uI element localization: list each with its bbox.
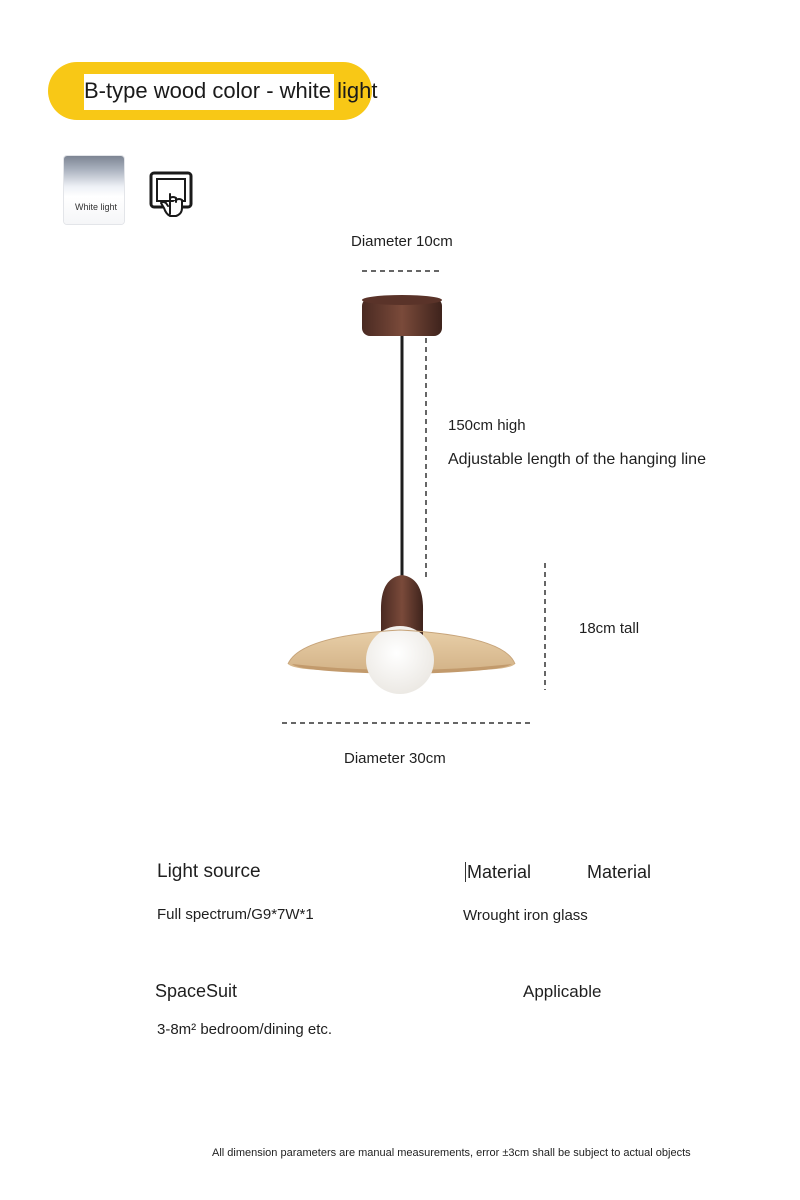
hanging-height-label: 150cm high xyxy=(448,417,526,434)
hanging-height-note: Adjustable length of the hanging line xyxy=(448,451,706,468)
material-value: Wrought iron glass xyxy=(463,907,588,924)
applicable-heading: Applicable xyxy=(523,982,602,1001)
shade-height-label: 18cm tall xyxy=(579,620,640,637)
light-bulb xyxy=(366,626,434,694)
text-cursor xyxy=(465,862,466,882)
space-value: 3-8m² bedroom/dining etc. xyxy=(157,1021,333,1038)
bottom-diameter-label: Diameter 30cm xyxy=(344,750,446,767)
page-title: B-type wood color - white light xyxy=(84,78,378,103)
top-diameter-label: Diameter 10cm xyxy=(351,233,453,250)
material-heading: Material xyxy=(467,862,532,882)
footer-note: All dimension parameters are manual measurements, error ±3cm shall be subject to actual objects xyxy=(212,1147,691,1159)
swatch-label: White light xyxy=(74,202,118,212)
light-source-heading: Light source xyxy=(157,861,261,882)
light-source-value: Full spectrum/G9*7W*1 xyxy=(157,906,314,923)
material-heading-secondary: Material xyxy=(587,862,652,882)
space-heading: SpaceSuit xyxy=(155,981,238,1001)
